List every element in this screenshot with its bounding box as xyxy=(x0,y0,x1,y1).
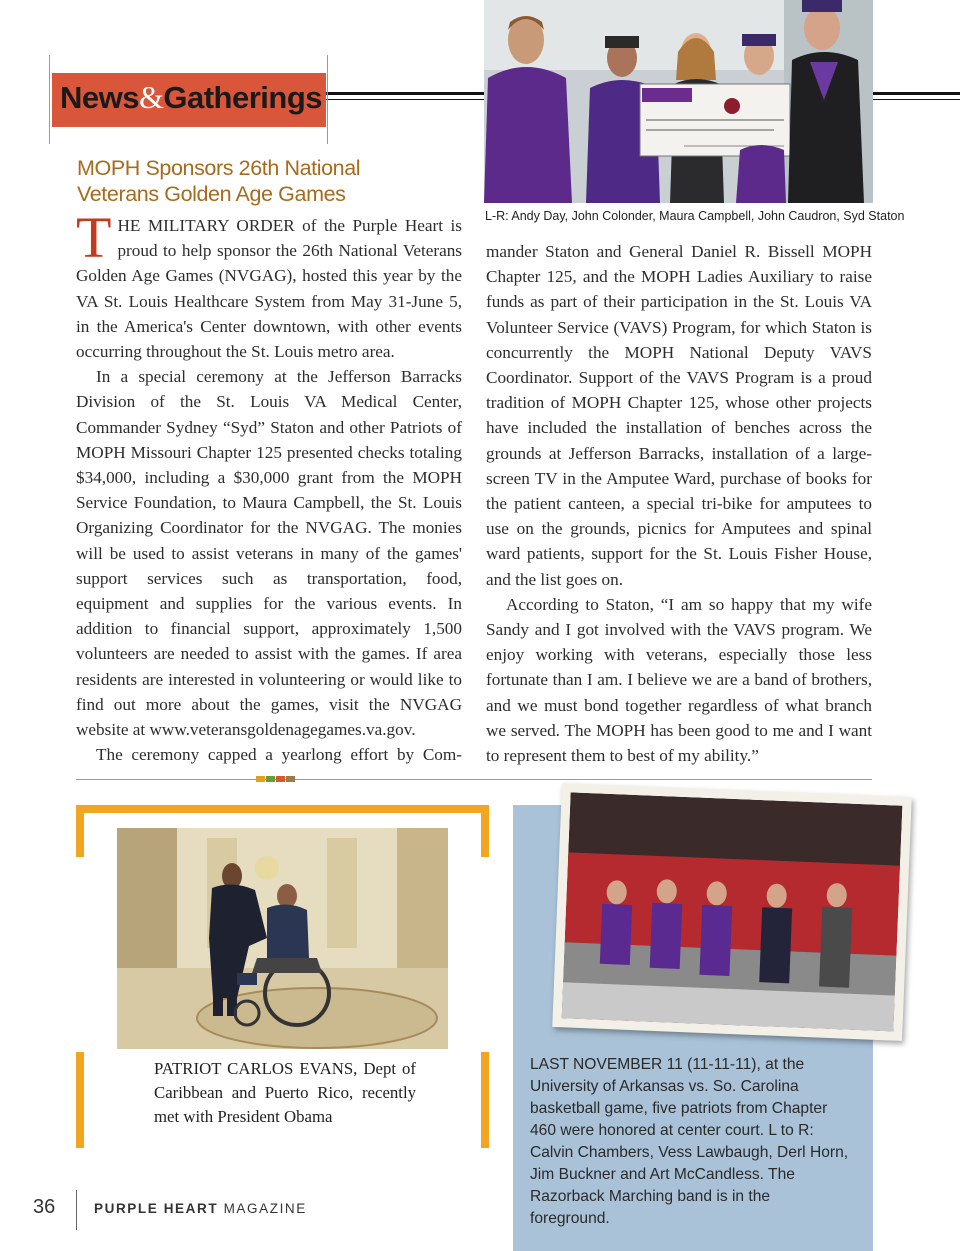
divider-accent xyxy=(286,776,295,782)
check-presentation-photo xyxy=(484,0,873,203)
magazine-name-light: MAGAZINE xyxy=(218,1201,307,1216)
paragraph-1-text: of the Purple Heart is proud to help sponsor the 26th National Veterans Golden Age Games (NVGAG), hosted this year by the VA St. Louis Healthcare System from May 31-June 5, in the America's Center downtown, with other events occurring throughout the St. Louis metro area. xyxy=(76,216,462,362)
article-paragraph-3-start: The ceremony capped a yearlong effort by Com- xyxy=(96,745,462,765)
section-word-news: News xyxy=(60,80,139,115)
photo-caption-top: L-R: Andy Day, John Colonder, Maura Campbell, John Caudron, Syd Staton xyxy=(485,209,905,223)
section-header-title xyxy=(60,79,322,116)
basketball-honor-image-wrap xyxy=(562,792,903,1031)
obama-meeting-image xyxy=(117,828,448,1049)
article-paragraph-3-cont: mander Staton and General Daniel R. Bissell MOPH Chapter 125, and the MOPH Ladies Auxiliary to raise funds as part of their participation in the St. Louis VA Volunteer Service (VAVS) Program, for which Staton is concurrently the MOPH National Deputy VAVS Coordinator. Support of the VAVS Program is a proud tradition of MOPH Chapter 125, whose other projects have included the installation of benches across the grounds at Jefferson Barracks, installation of a large-screen TV in the Amputee Ward, purchase of books for the patient canteen, a special tri-bike for amputees to use on the grounds, picnics for Amputees and spinal ward patients, support for the St. Louis Fisher House, and the list goes on. xyxy=(486,242,872,589)
drop-cap: T xyxy=(76,205,112,270)
photo-caption-right: LAST NOVEMBER 11 (11-11-11), at the University of Arkansas vs. So. Carolina basketball game, five patriots from Chapter 460 were honored at center court. L to R: Calvin Chambers, Vess Lawbaugh, Derl Horn, Jim Buckner and Art McCandless. The Razorback Marching band is in the foreground. xyxy=(530,1056,849,1227)
divider-accent xyxy=(266,776,275,782)
photo-caption-left: PATRIOT CARLOS EVANS, Dept of Caribbean and Puerto Rico, recently met with President Obama xyxy=(154,1059,416,1126)
obama-meeting-photo xyxy=(117,828,448,1049)
photo-frame-left-lower xyxy=(76,1052,84,1148)
magazine-name xyxy=(94,1201,307,1216)
lead-in: HE MILITARY ORDER xyxy=(117,216,295,235)
divider-accent xyxy=(276,776,285,782)
divider-accent xyxy=(256,776,265,782)
article-title: MOPH Sponsors 26th National Veterans Golden Age Games xyxy=(77,156,361,206)
basketball-honor-photo xyxy=(552,783,912,1041)
footer-rule xyxy=(76,1190,77,1230)
article-paragraph-2: In a special ceremony at the Jefferson Barracks Division of the St. Louis VA Medical Center, Commander Sydney “Syd” Staton and other Patriots of MOPH Missouri Chapter 125 presented checks totaling $34,000, including a $30,000 grant from the MOPH Service Foundation, to Maura Campbell, the St. Louis Organizing Coordinator for the NVGAG. The monies will be used to assist veterans in many of the games' support services such as transportation, food, equipment and supplies for the various events. In addition to financial support, approximately 1,500 volunteers are needed to assist with the games. If area residents are interested in volunteering or would like to find out more about the games, visit the NVGAG website at www.veteransgoldenagegames.va.gov. xyxy=(76,367,462,740)
photo-frame-left xyxy=(76,805,84,857)
article-column-left xyxy=(76,205,462,767)
section-word-gatherings: Gatherings xyxy=(163,80,323,115)
article-paragraph-4: According to Staton, “I am so happy that my wife Sandy and I got involved with the VAVS program. We enjoy working with veterans, especially those less fortunate than I am. I believe we are a band of brothers, and we must bond together regardless of what branch we served. The MOPH has been good to me and I want to represent them to best of my ability.” xyxy=(486,594,872,766)
article-paragraph-1 xyxy=(76,205,462,364)
photo-frame-right xyxy=(481,805,489,857)
magazine-name-bold: PURPLE HEART xyxy=(94,1201,219,1216)
photo-frame-top xyxy=(76,805,489,813)
page-number: 36 xyxy=(33,1196,56,1218)
article-column-right xyxy=(486,239,872,768)
check-presentation-image xyxy=(484,0,873,203)
section-divider xyxy=(76,779,872,780)
basketball-honor-image xyxy=(562,792,903,1031)
section-ampersand: & xyxy=(138,79,164,115)
photo-frame-right-lower xyxy=(481,1052,489,1148)
